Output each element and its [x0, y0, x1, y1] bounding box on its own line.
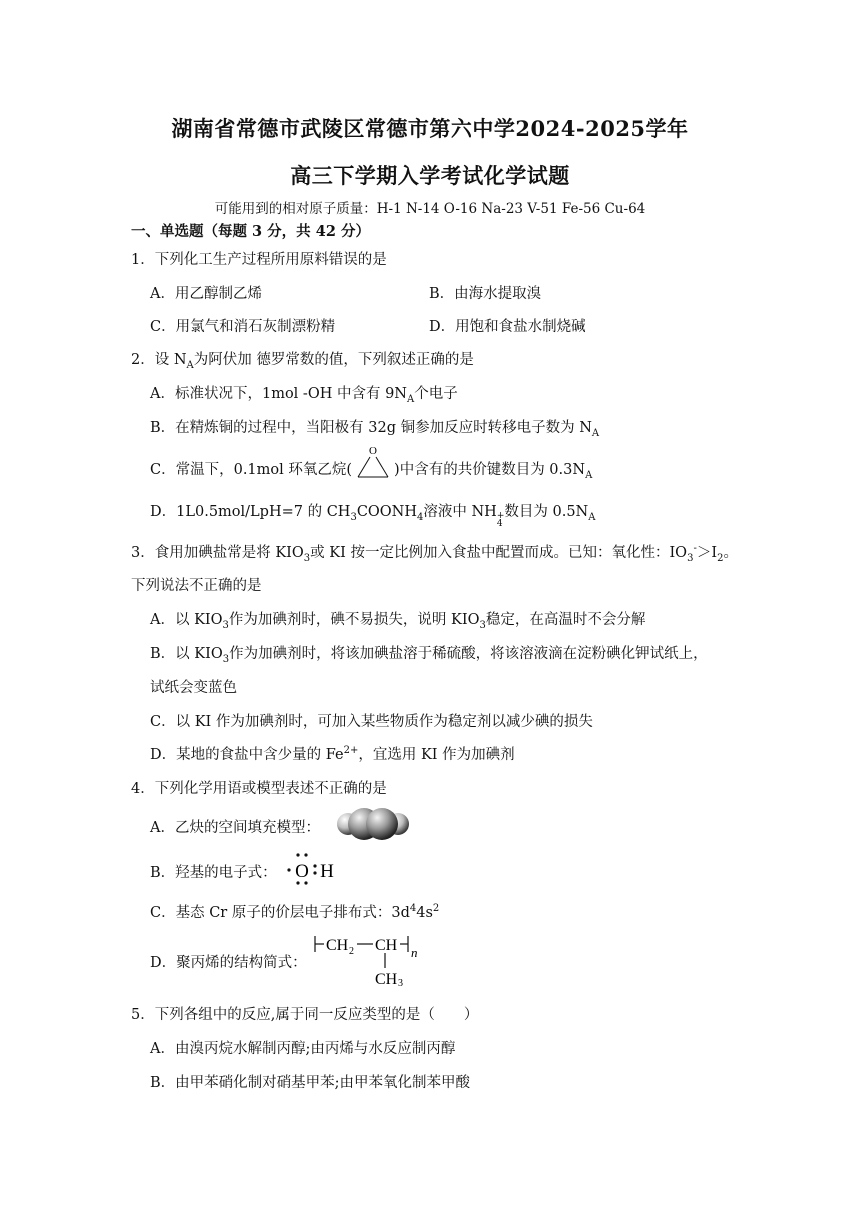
hydrogen-symbol: H — [320, 861, 334, 882]
section-heading: 一、单选题（每题 3 分，共 42 分） — [131, 223, 370, 240]
question-3-option-b-continued: 试纸会变蓝色 — [150, 680, 237, 696]
question-3-stem-line-1: 3．食用加碘盐常是将 $KIO_3$或 KI 按一定比例加入食盐中配置而成。已知：氧化性：$IO_3^->I_2$。 — [131, 543, 738, 564]
question-3-option-a: A．以 $KIO_3$作为加碘剂时，碘不易损失，说明 $KIO_3$稳定，在高温时不会分解 — [150, 612, 646, 631]
question-4-option-b: B．羟基的电子式： — [150, 865, 277, 881]
polypropylene-structure — [312, 930, 422, 986]
question-1-option-d: D．用饱和食盐水制烧碱 — [429, 319, 586, 335]
question-1-option-b: B．由海水提取溴 — [429, 286, 542, 302]
question-4-option-a: A．乙炔的空间填充模型： — [150, 820, 320, 836]
svg-text:2: 2 — [349, 946, 354, 957]
acetylene-space-filling-model — [334, 804, 412, 844]
question-2-option-d: D．1L0.5mol/LpH=7 的 $CH_3COONH_4$溶液中 NH + 4 数目为 $0.5N_A$ — [150, 504, 596, 529]
question-1-option-a: A．用乙醇制乙烯 — [150, 286, 262, 302]
question-4-stem: 4．下列化学用语或模型表述不正确的是 — [131, 781, 387, 797]
question-2-option-b: B．在精炼铜的过程中，当阳极有 32g 铜参加反应时转移电子数为 $N_A$ — [150, 420, 600, 439]
oxygen-symbol: O — [295, 861, 309, 882]
question-2-stem: 2．设 $N_A$为阿伏加 德罗常数的值，下列叙述正确的是 — [131, 352, 474, 371]
ch-group: CH — [375, 937, 398, 954]
epoxide-oxygen-label: O — [369, 445, 378, 457]
svg-text:3: 3 — [398, 978, 403, 986]
atomic-masses-note: 可能用到的相对原子质量：H-1 N-14 O-16 Na-23 V-51 Fe-56 Cu-64 — [214, 201, 646, 217]
question-3-option-d: D．某地的食盐中含少量的 $Fe^{2+}$，宜选用 KI 作为加碘剂 — [150, 745, 515, 763]
hydroxyl-electron-formula — [284, 852, 344, 886]
question-5-option-b: B．由甲苯硝化制对硝基甲苯;由甲苯氧化制苯甲酸 — [150, 1075, 471, 1091]
carbon-atom-right — [366, 808, 398, 840]
repeat-n: n — [411, 945, 418, 960]
exam-title-line-2: 高三下学期入学考试化学试题 — [290, 163, 570, 188]
question-5-option-a: A．由溴丙烷水解制丙醇;由丙烯与水反应制丙醇 — [150, 1041, 456, 1057]
question-5-stem: 5．下列各组中的反应,属于同一反应类型的是（ ） — [131, 1007, 479, 1023]
question-1-option-c: C．用氯气和消石灰制漂粉精 — [150, 319, 336, 335]
question-4-option-d: D．聚丙烯的结构简式： — [150, 955, 307, 971]
question-3-option-c: C．以 KI 作为加碘剂时，可加入某些物质作为稳定剂以减少碘的损失 — [150, 714, 593, 730]
question-3-stem-line-2: 下列说法不正确的是 — [131, 578, 262, 594]
ch2-group: CH — [326, 937, 349, 954]
question-2-option-c: C．常温下，0.1mol 环氧乙烷( O )中含有的共价键数目为 $0.3N_A$ — [150, 443, 592, 483]
epoxide-ring-figure — [352, 443, 394, 497]
question-2-option-a: A．标准状况下，1mol -OH 中含有 $9N_A$个电子 — [150, 386, 458, 405]
ch3-group: CH — [375, 971, 398, 986]
question-1-stem: 1．下列化工生产过程所用原料错误的是 — [131, 252, 387, 268]
exam-title-line-1: 湖南省常德市武陵区常德市第六中学2024-2025学年 — [171, 116, 689, 141]
question-4-option-c: C．基态 Cr 原子的价层电子排布式：$3d^44s^2$ — [150, 903, 440, 921]
question-3-option-b: B．以 $KIO_3$作为加碘剂时，将该加碘盐溶于稀硫酸，将该溶液滴在淀粉碘化钾试纸上， — [150, 646, 708, 665]
